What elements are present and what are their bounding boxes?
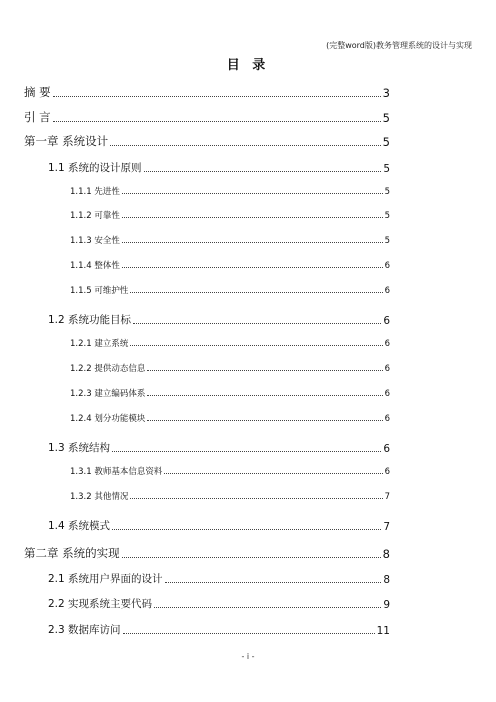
toc-entry-label: 1.4 系统模式 bbox=[48, 520, 111, 532]
page-number: - i - bbox=[241, 652, 255, 661]
toc-leader-dots bbox=[112, 450, 381, 452]
toc-entry-page: 6 bbox=[384, 261, 390, 271]
toc-entry-label: 1.3 系统结构 bbox=[48, 442, 111, 454]
toc-entry-page: 5 bbox=[384, 187, 390, 197]
toc-entry-page: 9 bbox=[383, 599, 390, 611]
toc-leader-dots bbox=[122, 216, 383, 218]
toc-leader-dots bbox=[130, 344, 382, 346]
toc-entry-label: 1.2.1 建立系统 bbox=[70, 339, 129, 349]
toc-entry-page: 6 bbox=[384, 286, 390, 296]
toc-entry-label: 1.3.1 教师基本信息资料 bbox=[70, 467, 163, 477]
toc-entry[interactable] bbox=[70, 465, 390, 477]
toc-entry-label: 1.2.2 提供动态信息 bbox=[70, 364, 146, 374]
toc-entry[interactable] bbox=[70, 185, 390, 197]
toc-entry-page: 8 bbox=[383, 574, 390, 586]
toc-entry-label: 1.1.2 可靠性 bbox=[70, 211, 120, 221]
toc-leader-dots bbox=[164, 472, 382, 474]
toc-entry-page: 6 bbox=[384, 467, 390, 477]
toc-entry[interactable] bbox=[48, 312, 390, 327]
toc-entry-label: 1.1.4 整体性 bbox=[70, 261, 120, 271]
toc-entry-label: 第一章 系统设计 bbox=[24, 134, 109, 148]
toc-entry-page: 7 bbox=[384, 492, 390, 502]
toc-entry-page: 11 bbox=[376, 625, 390, 637]
toc-entry[interactable] bbox=[24, 545, 390, 561]
toc-entry-label: 1.1.3 安全性 bbox=[70, 236, 120, 246]
toc-entry-label: 1.2 系统功能目标 bbox=[48, 314, 132, 326]
toc-entry[interactable] bbox=[70, 362, 390, 374]
toc-entry[interactable] bbox=[70, 234, 390, 246]
toc-leader-dots bbox=[123, 632, 375, 634]
toc-leader-dots bbox=[122, 192, 383, 194]
toc-entry-label: 1.1.5 可维护性 bbox=[70, 286, 129, 296]
toc-entry-label: 引 言 bbox=[24, 110, 51, 124]
toc-entry-label: 摘 要 bbox=[24, 85, 51, 99]
toc-entry-label: 第二章 系统的实现 bbox=[24, 546, 120, 560]
toc-entry[interactable] bbox=[70, 337, 390, 349]
toc-title: 目 录 bbox=[226, 58, 270, 73]
toc-entry[interactable] bbox=[48, 160, 390, 175]
toc-entry[interactable] bbox=[48, 571, 390, 586]
toc-entry-page: 7 bbox=[383, 521, 390, 533]
page-header: (完整word版)教务管理系统的设计与实现 bbox=[326, 41, 472, 50]
toc-entry-label: 2.3 数据库访问 bbox=[48, 624, 121, 636]
toc-entry-page: 5 bbox=[383, 163, 390, 175]
toc-entry[interactable] bbox=[70, 490, 390, 502]
toc-entry[interactable] bbox=[48, 518, 390, 533]
toc-entry[interactable] bbox=[48, 596, 390, 611]
toc-entry[interactable] bbox=[70, 387, 390, 399]
toc-entry[interactable] bbox=[70, 284, 390, 296]
toc-leader-dots bbox=[144, 170, 382, 172]
toc-leader-dots bbox=[53, 95, 381, 97]
toc-entry-label: 1.1.1 先进性 bbox=[70, 187, 120, 197]
toc-leader-dots bbox=[112, 528, 381, 530]
toc-entry[interactable] bbox=[24, 133, 390, 149]
toc-entry-label: 2.1 系统用户界面的设计 bbox=[48, 573, 163, 585]
toc-entry-label: 1.2.4 划分功能模块 bbox=[70, 414, 146, 424]
toc-entry-page: 3 bbox=[382, 86, 390, 100]
toc-entry-page: 6 bbox=[384, 389, 390, 399]
toc-leader-dots bbox=[130, 291, 382, 293]
toc-entry[interactable] bbox=[70, 209, 390, 221]
toc-leader-dots bbox=[147, 394, 382, 396]
toc-leader-dots bbox=[165, 581, 382, 583]
toc-entry-label: 2.2 实现系统主要代码 bbox=[48, 598, 153, 610]
toc-entry-page: 6 bbox=[384, 339, 390, 349]
toc-entry-label: 1.2.3 建立编码体系 bbox=[70, 389, 146, 399]
toc-leader-dots bbox=[147, 369, 382, 371]
toc-leader-dots bbox=[154, 606, 381, 608]
toc-entry-page: 5 bbox=[382, 135, 390, 149]
toc-entry-page: 5 bbox=[382, 111, 390, 125]
toc-leader-dots bbox=[147, 419, 382, 421]
toc-entry-page: 5 bbox=[384, 236, 390, 246]
toc-entry[interactable] bbox=[48, 440, 390, 455]
toc-entry-page: 6 bbox=[383, 315, 390, 327]
toc-leader-dots bbox=[130, 497, 382, 499]
toc-entry-page: 6 bbox=[383, 443, 390, 455]
toc-entry[interactable] bbox=[70, 259, 390, 271]
toc-entry-label: 1.1 系统的设计原则 bbox=[48, 162, 142, 174]
toc-entry[interactable] bbox=[70, 412, 390, 424]
toc-entry-page: 5 bbox=[384, 211, 390, 221]
toc-leader-dots bbox=[133, 322, 381, 324]
toc-leader-dots bbox=[53, 120, 381, 122]
toc-leader-dots bbox=[122, 266, 383, 268]
toc-entry-page: 6 bbox=[384, 364, 390, 374]
toc-entry-label: 1.3.2 其他情况 bbox=[70, 492, 129, 502]
toc-entry[interactable] bbox=[24, 109, 390, 125]
toc-entry-page: 6 bbox=[384, 414, 390, 424]
toc-leader-dots bbox=[110, 144, 381, 146]
toc-entry[interactable] bbox=[24, 84, 390, 100]
toc-leader-dots bbox=[122, 241, 383, 243]
toc-entry-page: 8 bbox=[382, 547, 390, 561]
toc-leader-dots bbox=[122, 556, 381, 558]
toc-entry[interactable] bbox=[48, 622, 390, 637]
